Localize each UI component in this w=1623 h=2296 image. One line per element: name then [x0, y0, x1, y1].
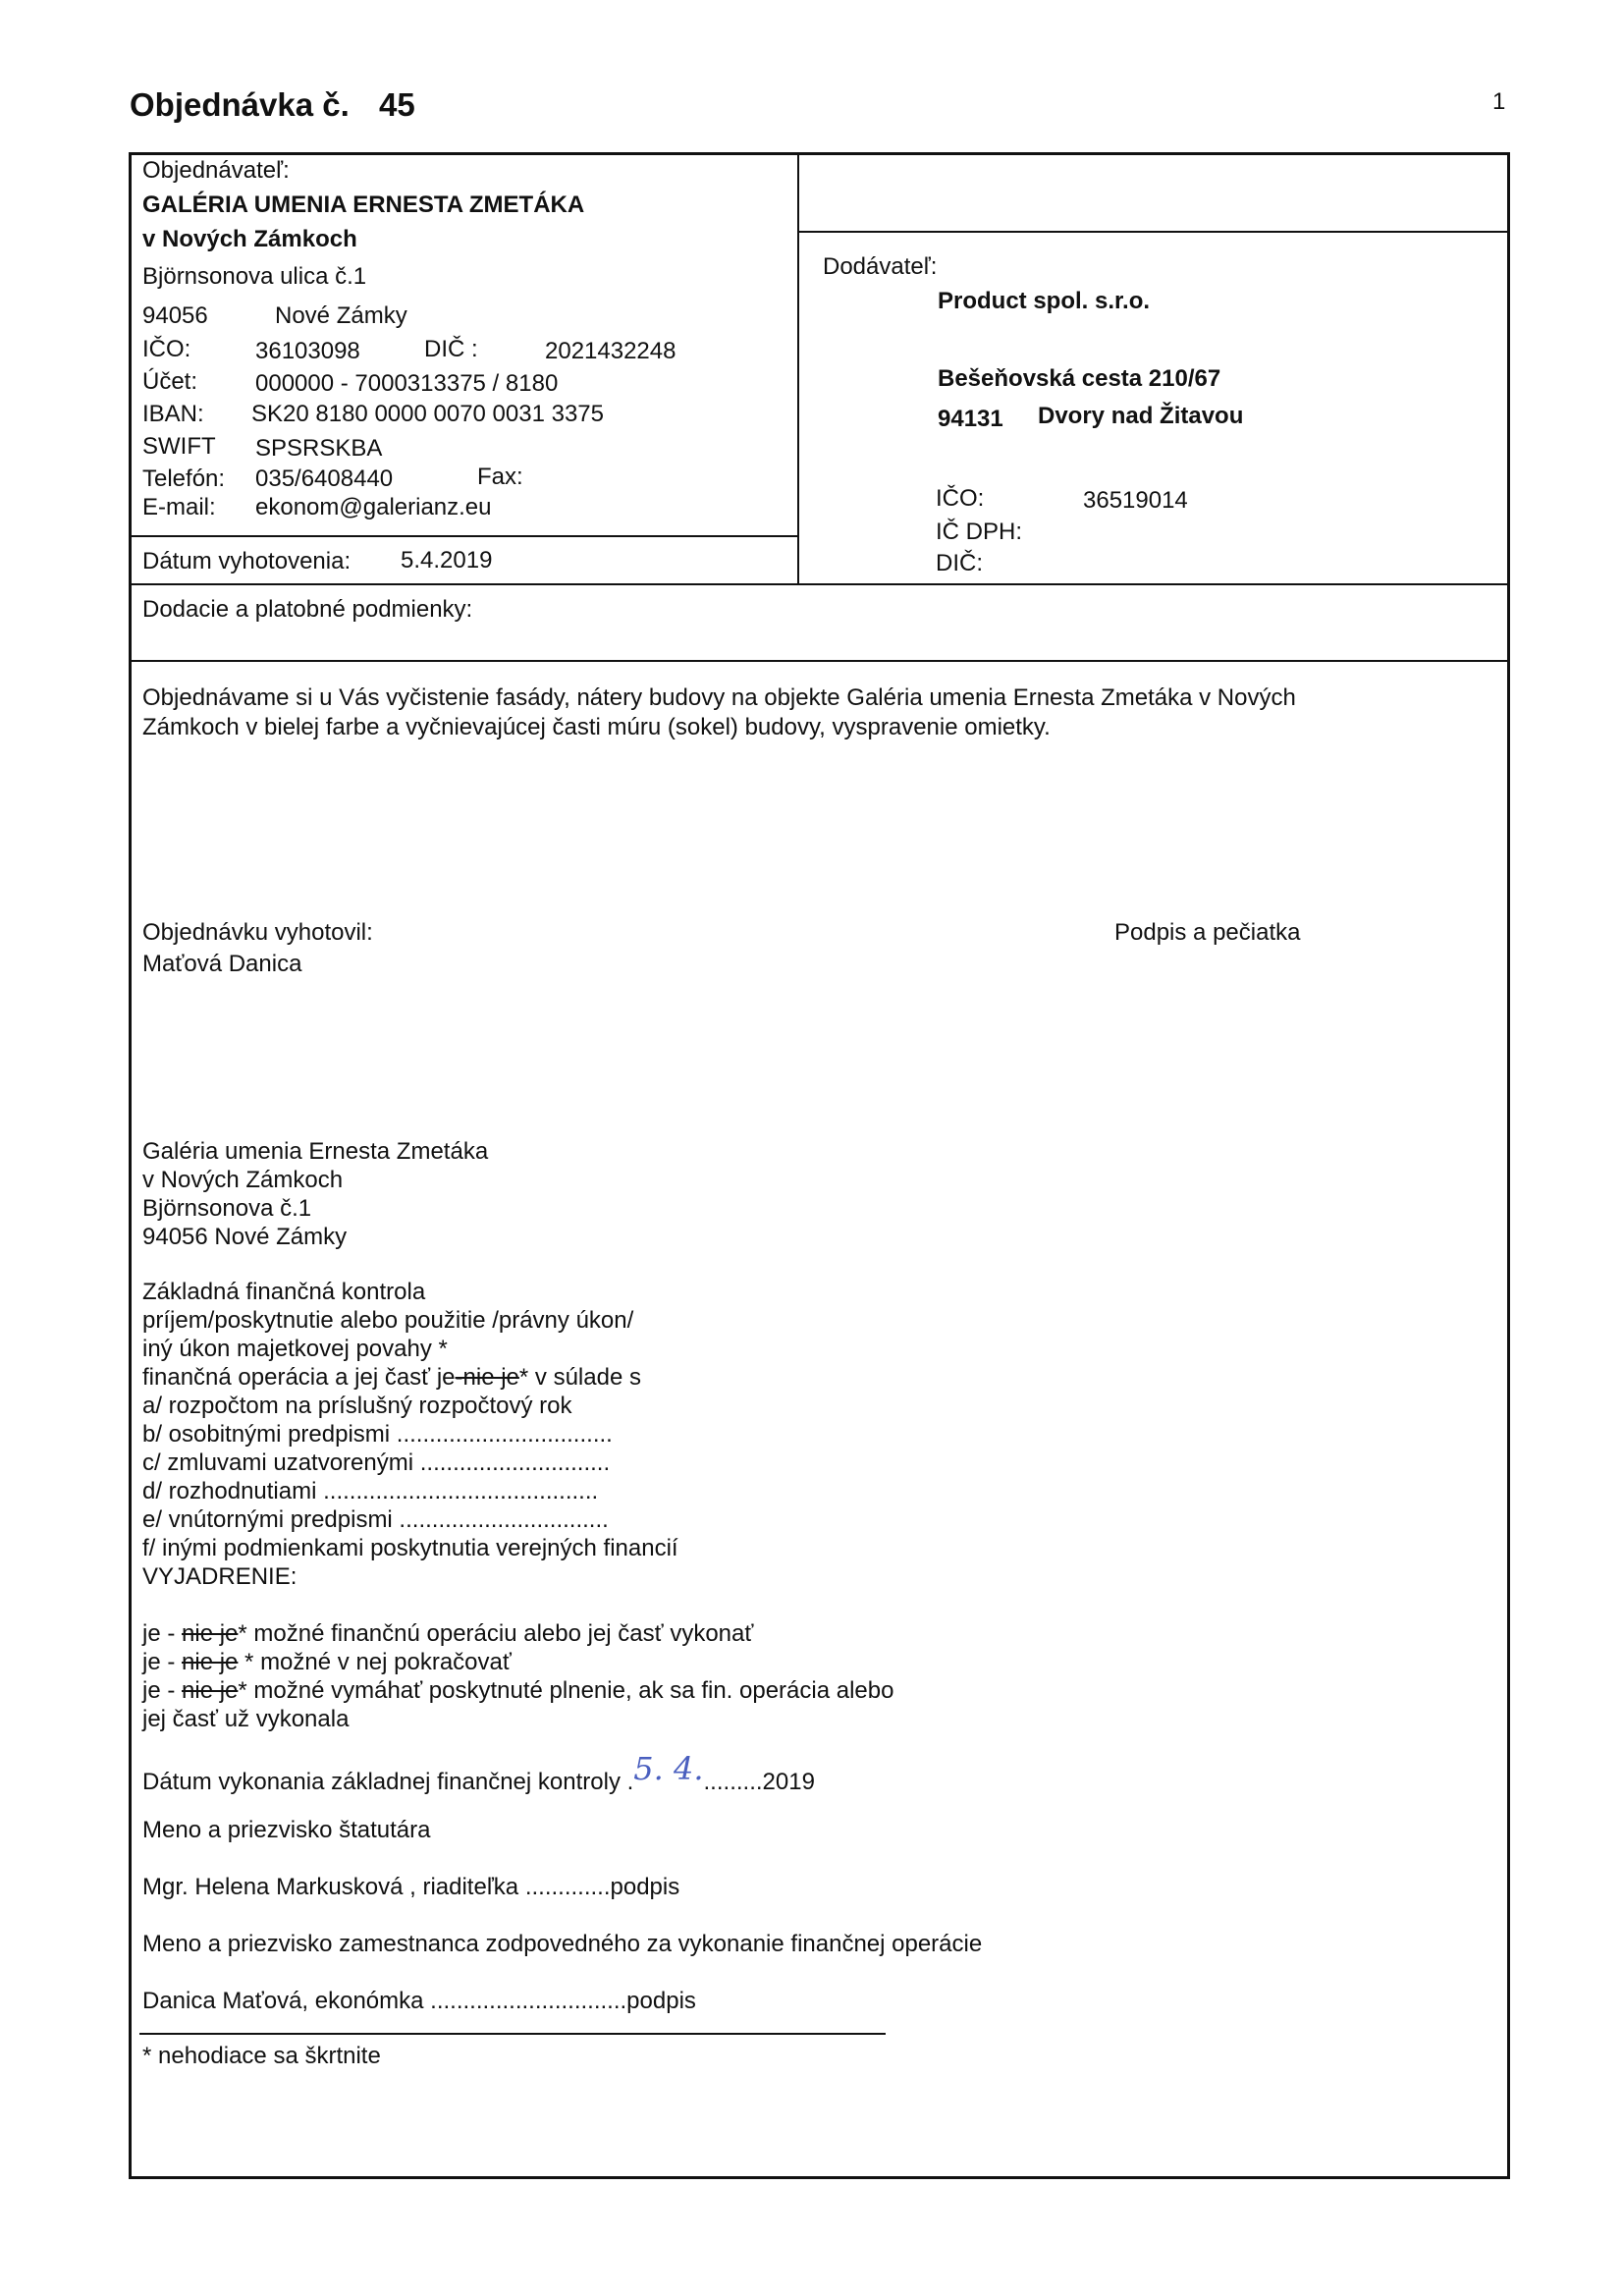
control-line4 — [142, 1364, 641, 1392]
statement-text: * možné finančnú operáciu alebo jej časť vykonať — [238, 1620, 754, 1647]
statement-prefix: je - — [142, 1677, 183, 1704]
issue-date-label: Dátum vyhotovenia: — [142, 548, 352, 574]
header-bottom-line — [129, 583, 1510, 585]
customer-account: 000000 - 7000313375 / 8180 — [255, 370, 559, 397]
control-line6: b/ osobitnými predpismi ................................. — [142, 1421, 613, 1448]
customer-label: Objednávateľ: — [142, 157, 290, 184]
customer-city: Nové Zámky — [275, 302, 407, 329]
supplier-ico: 36519014 — [1083, 487, 1188, 514]
statement-text: * možné vymáhať poskytnuté plnenie, ak sa fin. operácia alebo — [238, 1677, 894, 1704]
order-number: 45 — [379, 86, 415, 123]
struck-text: nie je — [182, 1620, 239, 1647]
address-line4: 94056 Nové Zámky — [142, 1224, 348, 1250]
supplier-ico-label: IČO: — [936, 485, 985, 512]
supplier-zip: 94131 — [938, 406, 1003, 432]
order-text-line2: Zámkoch v bielej farbe a vyčnievajúcej časti múru (sokel) budovy, vyspravenie omietky. — [142, 714, 1051, 740]
customer-email-label: E-mail: — [142, 494, 216, 520]
customer-phone: 035/6408440 — [255, 465, 394, 492]
date-line — [129, 535, 798, 537]
statutory-name: Mgr. Helena Markusková , riaditeľka .............podpis — [142, 1874, 680, 1900]
footnote-line — [139, 2033, 886, 2035]
address-line1: Galéria umenia Ernesta Zmetáka — [142, 1138, 489, 1165]
control-date-label: Dátum vykonania základnej finančnej kontroly . — [142, 1769, 634, 1795]
control-line2: príjem/poskytnutie alebo použitie /právny úkon/ — [142, 1307, 634, 1334]
statement-text: * možné v nej pokračovať — [238, 1649, 512, 1675]
issue-date: 5.4.2019 — [401, 547, 493, 574]
customer-phone-label: Telefón: — [142, 465, 226, 492]
customer-iban-label: IBAN: — [142, 401, 204, 427]
statement-line3 — [142, 1677, 893, 1705]
customer-swift-label: SWIFT — [142, 433, 216, 460]
employee-label: Meno a priezvisko zamestnanca zodpovedného za vykonanie finančnej operácie — [142, 1931, 983, 1957]
signature-stamp-label: Podpis a pečiatka — [1114, 919, 1301, 946]
terms-bottom-line — [129, 660, 1510, 662]
handwritten-date: 5. 4. — [633, 1750, 704, 1787]
supplier-city: Dvory nad Žitavou — [1038, 403, 1244, 429]
page-number: 1 — [1492, 88, 1506, 115]
customer-dic-label: DIČ : — [424, 336, 478, 362]
control-line4-text: finančná operácia a jej časť je — [142, 1364, 456, 1391]
customer-iban: SK20 8180 0000 0070 0031 3375 — [251, 401, 605, 427]
employee-name: Danica Maťová, ekonómka ..............................podpis — [142, 1988, 696, 2014]
control-line9: e/ vnútornými predpismi ................................ — [142, 1506, 609, 1533]
customer-ico: 36103098 — [255, 338, 360, 364]
supplier-street: Bešeňovská cesta 210/67 — [938, 365, 1221, 392]
customer-name-line2: v Nových Zámkoch — [142, 226, 357, 252]
customer-zip: 94056 — [142, 302, 208, 329]
statement-line2 — [142, 1649, 512, 1676]
terms-label: Dodacie a platobné podmienky: — [142, 596, 473, 623]
customer-account-label: Účet: — [142, 368, 198, 395]
statement-line1 — [142, 1620, 753, 1648]
address-line3: Björnsonova č.1 — [142, 1195, 312, 1222]
control-heading: Základná finančná kontrola — [142, 1279, 426, 1305]
supplier-top-line — [797, 231, 1509, 233]
supplier-name: Product spol. s.r.o. — [938, 288, 1151, 314]
statement-prefix: je - — [142, 1620, 183, 1647]
control-statement-heading: VYJADRENIE: — [142, 1563, 298, 1590]
customer-fax-label: Fax: — [477, 464, 523, 490]
customer-ico-label: IČO: — [142, 336, 191, 362]
supplier-label: Dodávateľ: — [823, 253, 938, 280]
control-date-line — [142, 1750, 815, 1797]
customer-street: Björnsonova ulica č.1 — [142, 263, 367, 290]
control-line3: iný úkon majetkovej povahy * — [142, 1336, 448, 1362]
control-line4-end: * v súlade s — [518, 1364, 641, 1391]
date-dots: ......... — [703, 1769, 763, 1795]
customer-email: ekonom@galerianz.eu — [255, 494, 492, 520]
footnote: * nehodiace sa škrtnite — [142, 2043, 381, 2069]
customer-name: GALÉRIA UMENIA ERNESTA ZMETÁKA — [142, 191, 585, 218]
supplier-dic-label: DIČ: — [936, 550, 983, 576]
struck-text: nie je — [182, 1677, 239, 1704]
struck-text: nie je — [182, 1649, 239, 1675]
statement-line4: jej časť už vykonala — [142, 1706, 350, 1732]
customer-swift: SPSRSKBA — [255, 435, 383, 462]
issued-by-name: Maťová Danica — [142, 951, 302, 977]
control-date-year: 2019 — [762, 1769, 815, 1795]
header-divider — [797, 152, 799, 584]
address-line2: v Nových Zámkoch — [142, 1167, 344, 1193]
order-text-line1: Objednávame si u Vás vyčistenie fasády, nátery budovy na objekte Galéria umenia Ernesta Zmetáka v Nových — [142, 684, 1296, 711]
customer-dic: 2021432248 — [545, 338, 676, 364]
control-line5: a/ rozpočtom na príslušný rozpočtový rok — [142, 1393, 572, 1419]
control-line8: d/ rozhodnutiami .......................................... — [142, 1478, 599, 1504]
control-line10: f/ inými podmienkami poskytnutia verejných financií — [142, 1535, 678, 1561]
statement-prefix: je - — [142, 1649, 183, 1675]
struck-text: -nie je — [455, 1364, 519, 1391]
order-title: Objednávka č. — [130, 86, 350, 123]
supplier-vat-label: IČ DPH: — [936, 519, 1023, 545]
statutory-label: Meno a priezvisko štatutára — [142, 1817, 431, 1843]
issued-by-label: Objednávku vyhotovil: — [142, 919, 373, 946]
control-line7: c/ zmluvami uzatvorenými ............................. — [142, 1449, 611, 1476]
